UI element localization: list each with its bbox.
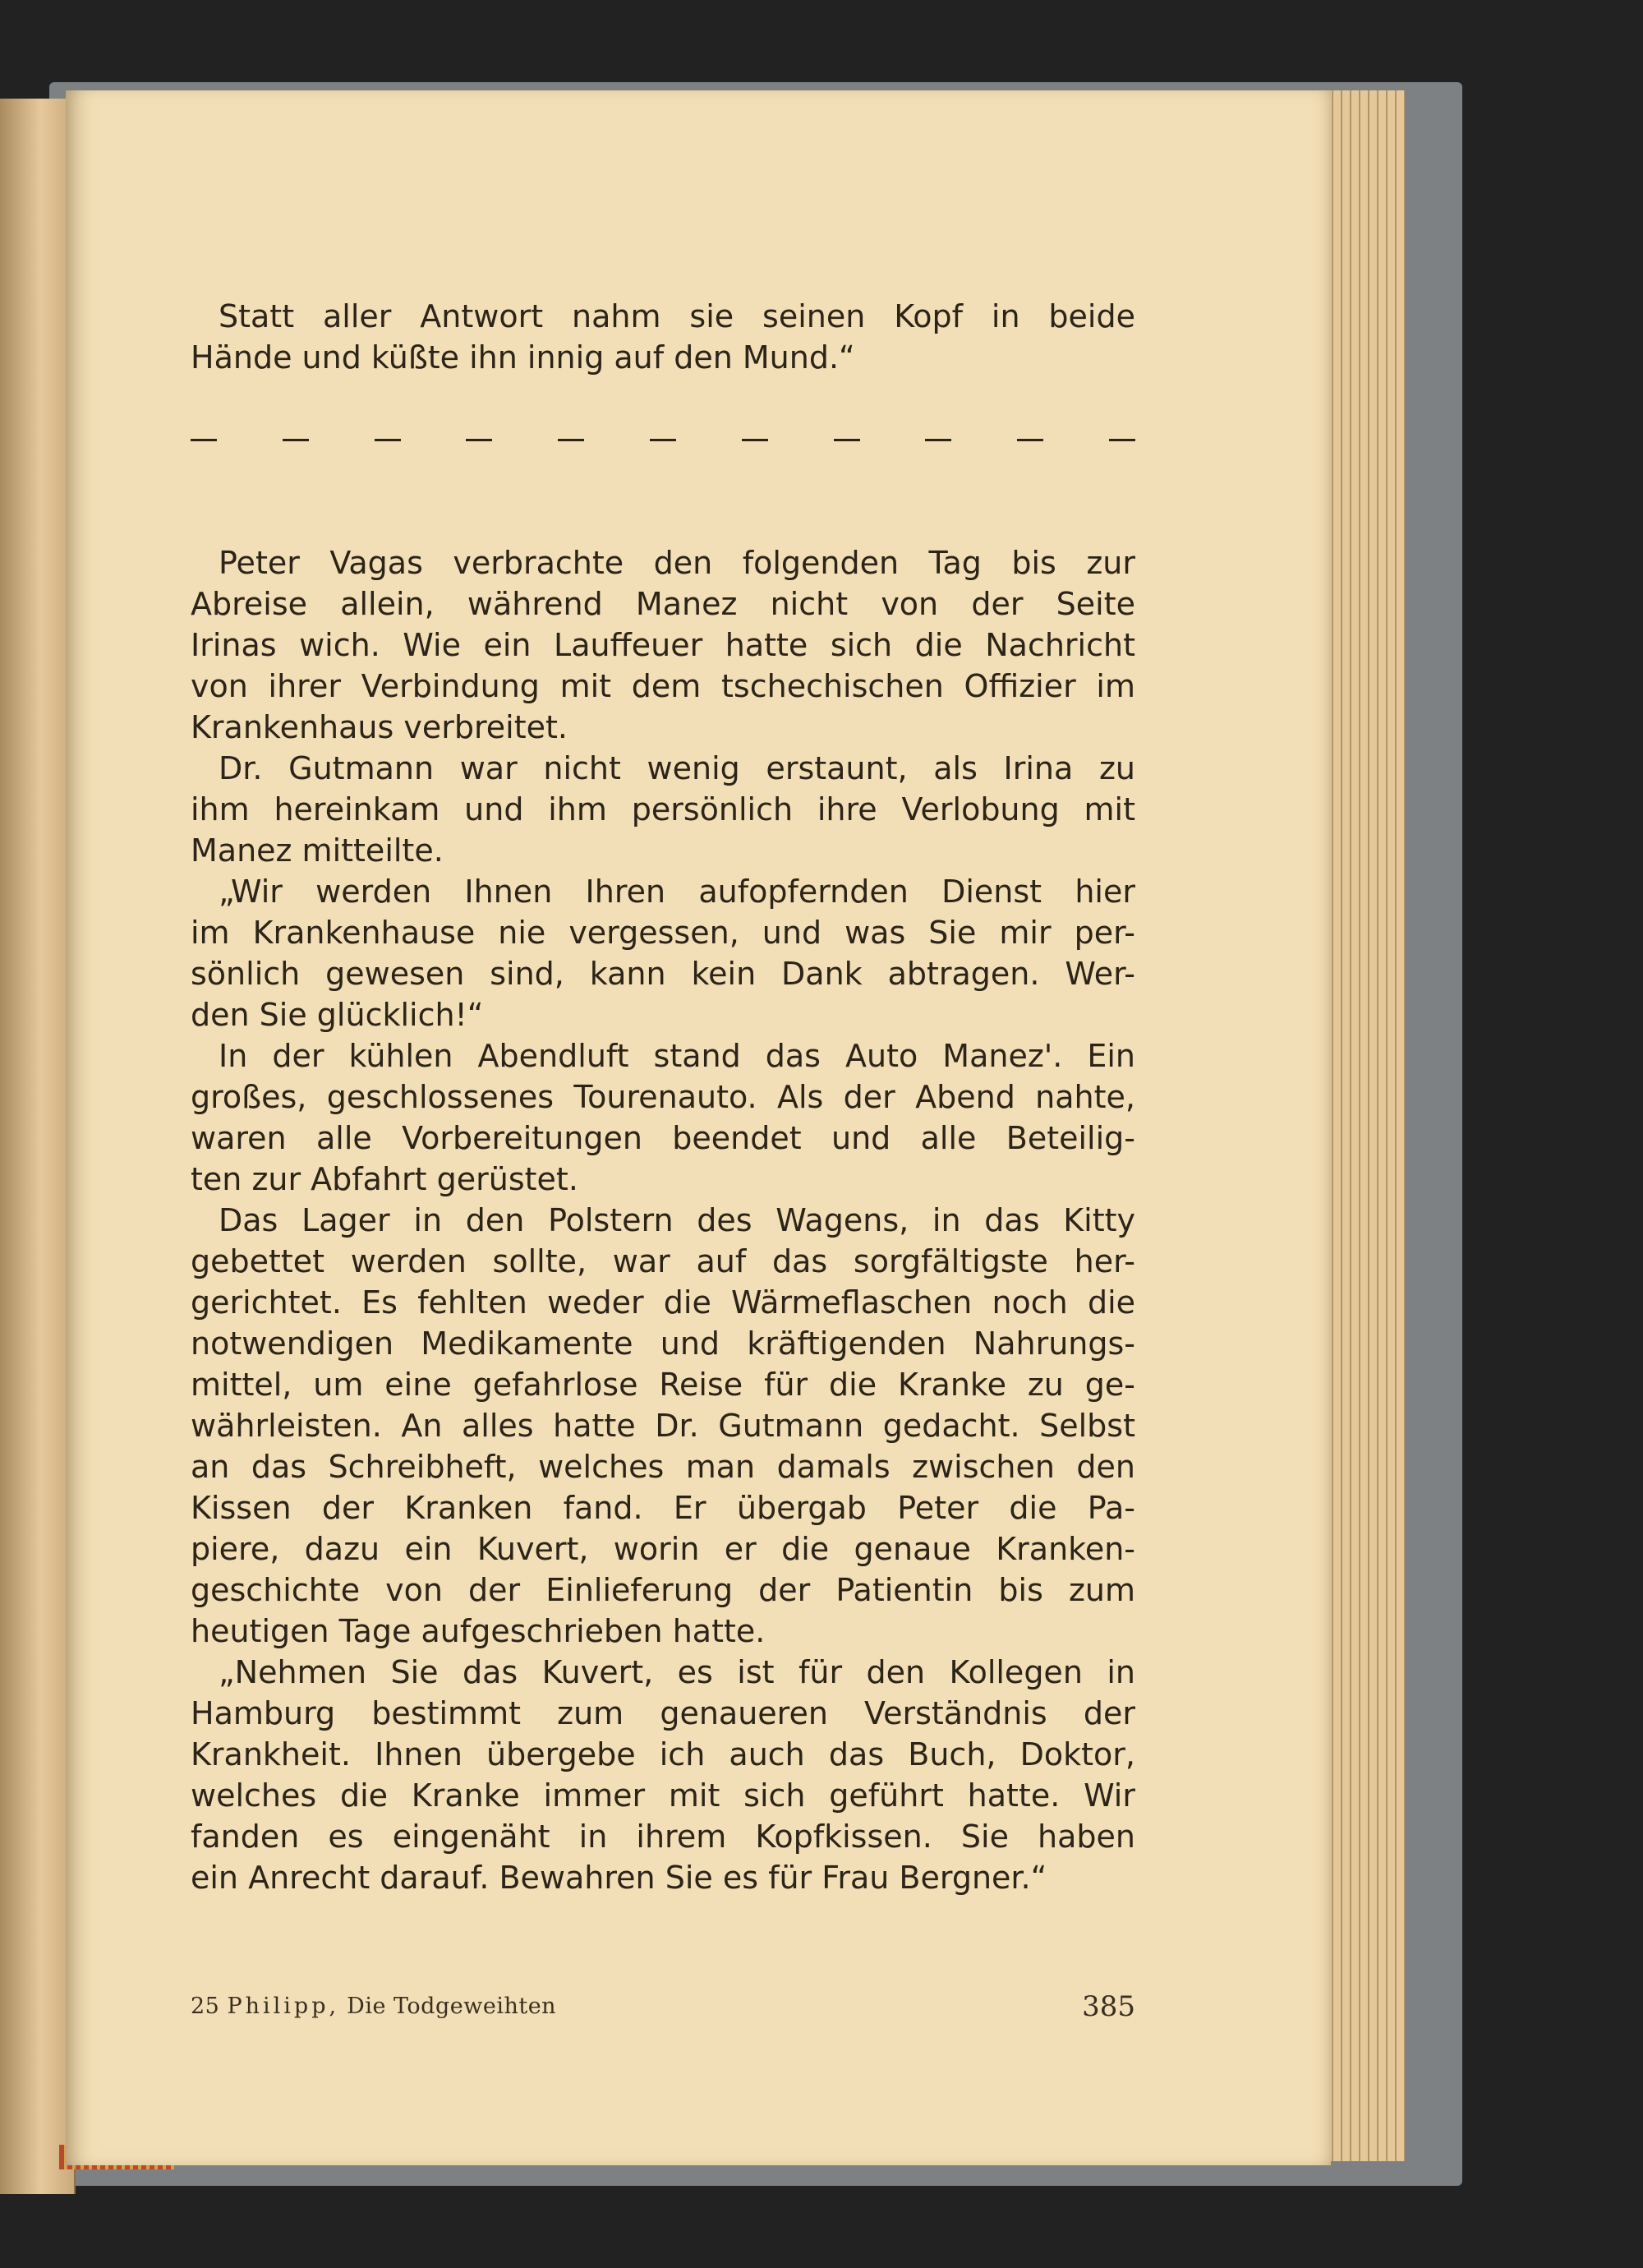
text-line: mittel, um eine gefahrlose Reise für die Kranke zu ge- xyxy=(191,1367,1135,1403)
text-line: von ihrer Verbindung mit dem tschechischen Offizier im xyxy=(191,668,1135,704)
paragraph xyxy=(191,542,1135,748)
text-line: sönlich gewesen sind, kann kein Dank abtragen. Wer- xyxy=(191,956,1135,992)
text-line: „Nehmen Sie das Kuvert, es ist für den Kollegen in xyxy=(219,1654,1135,1690)
dash-mark xyxy=(650,439,676,441)
text-line: Kissen der Kranken fand. Er übergab Peter die Pa- xyxy=(191,1490,1135,1526)
signature-author: Philipp, xyxy=(227,1994,340,2019)
text-line: notwendigen Medikamente und kräftigenden Nahrungs- xyxy=(191,1325,1135,1362)
text-line: den Sie glücklich!“ xyxy=(191,997,484,1033)
dash-mark xyxy=(925,439,951,441)
text-line: währleisten. An alles hatte Dr. Gutmann gedacht. Selbst xyxy=(191,1408,1135,1444)
signature-number: 25 xyxy=(191,1994,220,2019)
text-line: Manez mitteilte. xyxy=(191,832,444,869)
text-line: ihm hereinkam und ihm persönlich ihre Verlobung mit xyxy=(191,791,1135,827)
dash-mark xyxy=(466,439,492,441)
text-line: Krankenhaus verbreitet. xyxy=(191,709,568,745)
dash-mark xyxy=(1017,439,1043,441)
paragraph xyxy=(191,748,1135,871)
signature-title: Die Todgeweihten xyxy=(347,1994,557,2019)
dash-mark xyxy=(742,439,768,441)
text-line: großes, geschlossenes Tourenauto. Als der Abend nahte, xyxy=(191,1079,1135,1115)
dash-mark xyxy=(834,439,860,441)
text-line: gebettet werden sollte, war auf das sorgfältigste her- xyxy=(191,1243,1135,1279)
text-line: geschichte von der Einlieferung der Patientin bis zum xyxy=(191,1572,1135,1608)
text-line: waren alle Vorbereitungen beendet und alle Beteilig- xyxy=(191,1120,1135,1156)
section-break-dashes xyxy=(191,419,1135,460)
paragraph xyxy=(191,1652,1135,1898)
text-line: fanden es eingenäht in ihrem Kopfkissen. Sie haben xyxy=(191,1819,1135,1855)
text-line: heutigen Tage aufgeschrieben hatte. xyxy=(191,1613,766,1649)
book-page xyxy=(66,90,1331,2165)
text-line: Irinas wich. Wie ein Lauffeuer hatte sich die Nachricht xyxy=(191,627,1135,663)
body-text xyxy=(191,296,1135,1898)
text-line: Dr. Gutmann war nicht wenig erstaunt, als Irina zu xyxy=(219,750,1135,786)
text-line: an das Schreibheft, welches man damals zwischen den xyxy=(191,1449,1135,1485)
text-line: piere, dazu ein Kuvert, worin er die genaue Kranken- xyxy=(191,1531,1135,1567)
paragraph xyxy=(191,1200,1135,1652)
text-line: ten zur Abfahrt gerüstet. xyxy=(191,1161,578,1197)
left-page-edge xyxy=(0,99,76,2194)
text-line: Abreise allein, während Manez nicht von der Seite xyxy=(191,586,1135,622)
text-line: im Krankenhause nie vergessen, und was Sie mir per- xyxy=(191,915,1135,951)
text-line: Das Lager in den Polstern des Wagens, in das Kitty xyxy=(219,1202,1135,1238)
dash-mark xyxy=(283,439,309,441)
text-line: Hamburg bestimmt zum genaueren Verständnis der xyxy=(191,1695,1135,1731)
paragraph xyxy=(191,296,1135,378)
text-line: „Wir werden Ihnen Ihren aufopfernden Dienst hier xyxy=(219,874,1135,910)
text-line: Krankheit. Ihnen übergebe ich auch das Buch, Doktor, xyxy=(191,1736,1135,1772)
text-line: Peter Vagas verbrachte den folgenden Tag bis zur xyxy=(219,545,1135,581)
paragraph xyxy=(191,1035,1135,1200)
dash-mark xyxy=(375,439,401,441)
text-line: welches die Kranke immer mit sich geführt hatte. Wir xyxy=(191,1777,1135,1814)
text-line: Statt aller Antwort nahm sie seinen Kopf in beide xyxy=(219,298,1135,334)
text-line: ein Anrecht darauf. Bewahren Sie es für Frau Bergner.“ xyxy=(191,1860,1047,1896)
dash-mark xyxy=(558,439,584,441)
signature-mark xyxy=(191,1994,556,2019)
text-line: gerichtet. Es fehlten weder die Wärmeflaschen noch die xyxy=(191,1284,1135,1321)
page-footer xyxy=(191,1990,1135,2023)
text-line: Hände und küßte ihn innig auf den Mund.“ xyxy=(191,339,855,376)
paragraph xyxy=(191,871,1135,1035)
dash-mark xyxy=(191,439,217,441)
page-number: 385 xyxy=(1082,1990,1135,2023)
text-line: In der kühlen Abendluft stand das Auto Manez'. Ein xyxy=(219,1038,1135,1074)
dash-mark xyxy=(1109,439,1135,441)
